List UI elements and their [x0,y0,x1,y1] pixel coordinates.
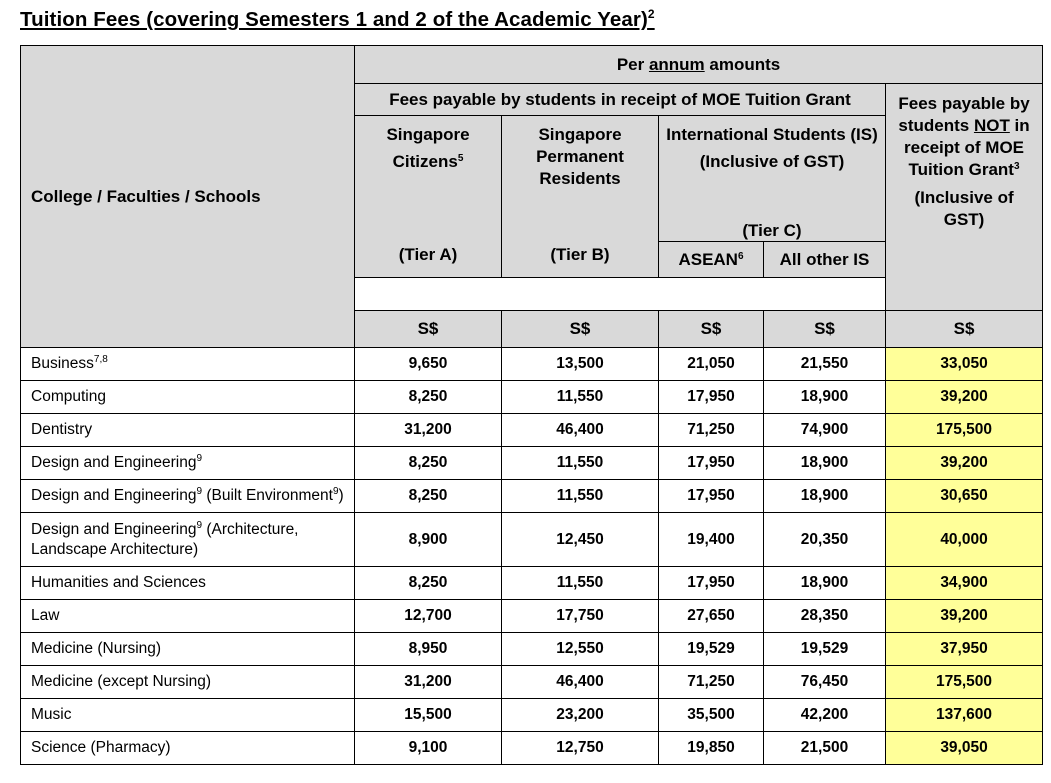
not-moe-line2-post: in [1009,116,1030,135]
asean-fee: 17,950 [659,567,764,600]
currency-label: S$ [569,319,591,338]
table-row [21,567,1043,600]
tier-a-label: (Tier A) [398,245,458,264]
citizens-line2: Citizens [392,152,458,171]
asean-fee: 21,050 [659,348,764,381]
footnote-marker: 9 [332,486,339,497]
table-row [21,348,1043,381]
asean-fee: 17,950 [659,381,764,414]
tier-b-label: (Tier B) [550,245,610,264]
title-text: Tuition Fees (covering Semesters 1 and 2 of the Academic Year) [20,8,648,31]
footnote-marker: 7,8 [93,354,108,365]
asean-header [659,242,764,278]
other-is-fee: 74,900 [764,414,886,447]
non-moe-fee: 175,500 [886,414,1043,447]
asean-footnote: 6 [737,250,744,262]
tier-c-label: (Tier C) [742,221,802,240]
currency-other-is [764,311,886,348]
pr-line3: Residents [539,169,621,188]
college-name-text: Science (Pharmacy) [31,739,171,756]
non-moe-fee: 39,200 [886,381,1043,414]
other-is-fee: 18,900 [764,447,886,480]
citizens-fee: 31,200 [355,666,502,699]
moe-grant-text: Fees payable by students in receipt of MOE Tuition Grant [389,89,851,109]
college-name-text: Dentistry [31,421,93,438]
other-is-fee: 18,900 [764,480,886,513]
college-name-cell [21,447,355,480]
footnote-marker: 9 [196,486,203,497]
college-header-text: College / Faculties / Schools [31,186,261,206]
per-annum-underlined: annum [648,54,705,74]
pr-fee: 11,550 [502,480,659,513]
pr-fee: 23,200 [502,699,659,732]
currency-label: S$ [417,319,439,338]
pr-fee: 11,550 [502,381,659,414]
table-row [21,513,1043,567]
citizens-fee: 8,250 [355,480,502,513]
college-name-cell [21,513,355,567]
citizens-footnote: 5 [457,153,464,164]
not-moe-line3: receipt of MOE [904,138,1025,157]
college-name-cell [21,414,355,447]
college-name-cell [21,480,355,513]
non-moe-fee: 33,050 [886,348,1043,381]
other-is-fee: 20,350 [764,513,886,567]
asean-label: ASEAN [678,249,738,269]
non-moe-fee: 30,650 [886,480,1043,513]
citizens-fee: 9,650 [355,348,502,381]
college-name-text: Medicine (Nursing) [31,640,162,657]
intl-line2: (Inclusive of GST) [699,152,845,171]
college-name-cell [21,348,355,381]
college-name-text: Music [31,706,72,723]
other-is-fee: 28,350 [764,600,886,633]
per-annum-header [355,46,1043,84]
non-moe-fee: 39,200 [886,600,1043,633]
college-name-text: Law [31,607,60,624]
college-name-cell [21,567,355,600]
not-moe-header [886,84,1043,311]
college-name-text: Design and Engineering [31,487,197,504]
citizens-line1: Singapore [386,125,470,144]
college-name-text: (Architecture, [202,520,299,538]
per-annum-prefix: Per [616,54,649,74]
college-name-cell [21,633,355,666]
other-is-fee: 21,550 [764,348,886,381]
page-title [20,7,655,32]
other-is-fee: 19,529 [764,633,886,666]
currency-citizens [355,311,502,348]
table-row [21,699,1043,732]
intl-line1: International Students (IS) [666,125,878,144]
pr-line2: Permanent [536,147,624,166]
non-moe-fee: 40,000 [886,513,1043,567]
currency-not-moe [886,311,1043,348]
pr-header [502,116,659,278]
citizens-header [355,116,502,278]
not-moe-gst-line1: (Inclusive of [914,188,1014,207]
non-moe-fee: 175,500 [886,666,1043,699]
asean-fee: 71,250 [659,666,764,699]
college-name-text: ) [338,487,344,504]
not-moe-line4: Tuition Grant [908,160,1014,179]
per-annum-suffix: amounts [704,54,781,74]
pr-fee: 12,550 [502,633,659,666]
table-row [21,633,1043,666]
other-is-fee: 18,900 [764,567,886,600]
college-name-text: Medicine (except Nursing) [31,673,212,690]
table-row [21,414,1043,447]
college-name-cell [21,699,355,732]
fee-rows [21,348,1043,765]
asean-fee: 35,500 [659,699,764,732]
footnote-marker: 9 [196,519,203,531]
table-row [21,666,1043,699]
asean-fee: 17,950 [659,447,764,480]
other-is-label: All other IS [779,249,870,269]
currency-pr [502,311,659,348]
college-name-cell [21,600,355,633]
college-header [21,46,355,348]
citizens-fee: 8,250 [355,447,502,480]
intl-header [659,116,886,242]
college-name-cell [21,381,355,414]
currency-label: S$ [700,319,722,338]
college-name-cell [21,666,355,699]
asean-fee: 17,950 [659,480,764,513]
pr-fee: 12,750 [502,732,659,765]
not-moe-footnote: 3 [1013,161,1020,172]
tuition-fees-table [20,45,1043,765]
citizens-fee: 12,700 [355,600,502,633]
non-moe-fee: 37,950 [886,633,1043,666]
currency-asean [659,311,764,348]
college-name-text: Computing [31,388,106,405]
college-name-text: Business [31,355,94,372]
pr-fee: 46,400 [502,414,659,447]
citizens-fee: 9,100 [355,732,502,765]
citizens-fee: 8,900 [355,513,502,567]
college-name-text: Design and Engineering [31,520,197,538]
currency-label: S$ [814,319,835,338]
college-name-cell [21,732,355,765]
asean-fee: 19,400 [659,513,764,567]
pr-line1: Singapore [538,125,622,144]
other-is-fee: 76,450 [764,666,886,699]
citizens-fee: 8,250 [355,381,502,414]
asean-fee: 19,850 [659,732,764,765]
table-row [21,381,1043,414]
citizens-fee: 15,500 [355,699,502,732]
other-is-fee: 42,200 [764,699,886,732]
college-name-text: Humanities and Sciences [31,574,206,591]
pr-fee: 11,550 [502,447,659,480]
citizens-fee: 8,250 [355,567,502,600]
other-is-fee: 21,500 [764,732,886,765]
pr-fee: 13,500 [502,348,659,381]
non-moe-fee: 34,900 [886,567,1043,600]
title-footnote: 2 [647,7,655,21]
asean-fee: 27,650 [659,600,764,633]
table-row [21,447,1043,480]
college-name-text: (Built Environment [202,487,333,504]
pr-fee: 17,750 [502,600,659,633]
not-moe-line2-underlined: NOT [973,116,1010,135]
not-moe-line2-pre: students [898,116,974,135]
asean-fee: 71,250 [659,414,764,447]
pr-fee: 11,550 [502,567,659,600]
non-moe-fee: 137,600 [886,699,1043,732]
table-row [21,732,1043,765]
college-name-text: Design and Engineering [31,454,197,471]
other-is-fee: 18,900 [764,381,886,414]
other-is-header [764,242,886,278]
citizens-fee: 8,950 [355,633,502,666]
pr-fee: 12,450 [502,513,659,567]
currency-label: S$ [953,319,975,338]
citizens-fee: 31,200 [355,414,502,447]
footnote-marker: 9 [196,453,203,464]
not-moe-line1: Fees payable by [898,94,1030,113]
asean-fee: 19,529 [659,633,764,666]
pr-fee: 46,400 [502,666,659,699]
table-row [21,600,1043,633]
moe-grant-header [355,84,886,116]
non-moe-fee: 39,050 [886,732,1043,765]
not-moe-gst-line2: GST) [943,210,985,229]
college-name-text: Landscape Architecture) [31,540,199,558]
non-moe-fee: 39,200 [886,447,1043,480]
table-row [21,480,1043,513]
